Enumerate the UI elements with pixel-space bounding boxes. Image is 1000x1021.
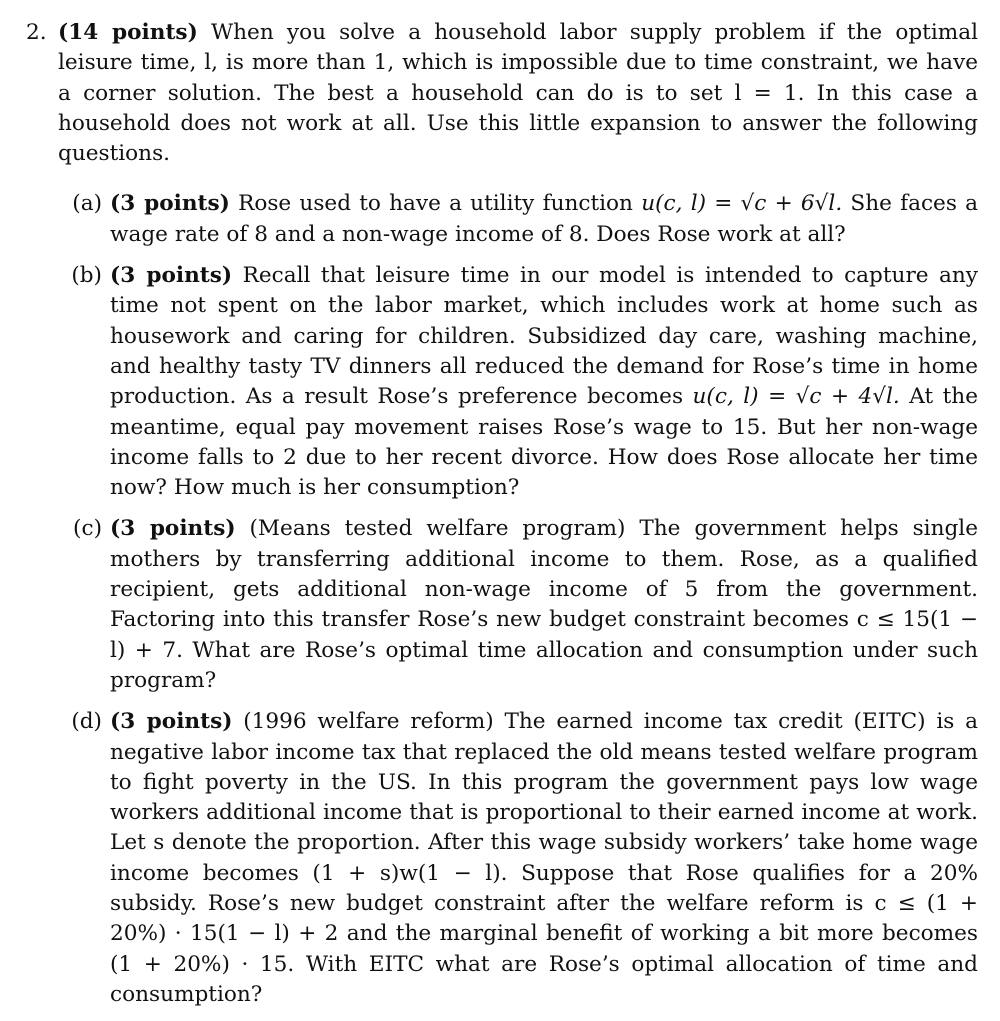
part-d bbox=[58, 707, 978, 1010]
part-b-text bbox=[110, 261, 978, 503]
part-b-text-before-math: Recall that leisure time in our model is intended to capture any time not spent on the labor market, which includes work at home such as housework and caring for children. Subsidized day care, washing machine, and healthy tasty TV dinners all reduced the demand for Rose’s time in home production. As a result Rose’s preference becomes bbox=[110, 263, 979, 410]
part-c-label: (c) bbox=[73, 516, 102, 542]
question-parts bbox=[58, 189, 978, 1010]
part-b-utility-function: u(c, l) = √c + 4√l. bbox=[692, 384, 900, 410]
part-b-points: (3 points) bbox=[110, 263, 233, 289]
part-d-body: (1996 welfare reform) The earned income tax credit (EITC) is a negative labor income tax that replaced the old means tested welfare program to fight poverty in the US. In this program the government pays low wage workers additional income that is proportional to their earned income at work. Let s denote the proportion. After this wage subsidy workers’ take home wage income becomes (1 + s)w(1 − l). Suppose that Rose qualifies for a 20% subsidy. Rose’s new budget constraint after the welfare reform is c ≤ (1 + 20%) · 15(1 − l) + 2 and the marginal benefit of working a bit more becomes (1 + 20%) · 15. With EITC what are Rose’s optimal allocation of time and consumption? bbox=[110, 709, 978, 1007]
part-a-points: (3 points) bbox=[110, 191, 230, 217]
part-a-label: (a) bbox=[72, 191, 102, 217]
part-b-text-after-math: At the meantime, equal pay movement raises Rose’s wage to 15. But her non-wage income falls to 2 due to her recent divorce. How does Rose allocate her time now? How much is her consumption? bbox=[110, 384, 978, 501]
part-a-text-after-math: She faces a wage rate of 8 and a non-wage income of 8. Does Rose work at all? bbox=[110, 191, 979, 247]
part-a-text-before-math: Rose used to have a utility function bbox=[238, 191, 633, 217]
problem-intro bbox=[58, 18, 978, 169]
problem-number: 2. bbox=[26, 20, 47, 45]
part-c bbox=[58, 514, 978, 696]
part-b-label: (b) bbox=[71, 263, 102, 289]
problem-2 bbox=[26, 18, 978, 1021]
part-c-points: (3 points) bbox=[110, 516, 236, 542]
problem-intro-text: When you solve a household labor supply problem if the optimal leisure time, l, is more than 1, which is impossible due to time constraint, we have a corner solution. The best a household can do is to set l = 1. In this case a household does not work at all. Use this little expansion to answer the following questions. bbox=[58, 20, 978, 167]
problem-points: (14 points) bbox=[58, 20, 198, 45]
problem-body bbox=[58, 18, 978, 1021]
part-a bbox=[58, 189, 978, 250]
part-d-text bbox=[110, 707, 978, 1010]
part-c-body: (Means tested welfare program) The government helps single mothers by transferring additional income to them. Rose, as a qualified recipient, gets additional non-wage income of 5 from the government. Factoring into this transfer Rose’s new budget constraint becomes c ≤ 15(1 − l) + 7. What are Rose’s optimal time allocation and consumption under such program? bbox=[110, 516, 978, 693]
part-a-text bbox=[110, 189, 978, 250]
part-d-points: (3 points) bbox=[110, 709, 233, 735]
part-b bbox=[58, 261, 978, 503]
part-a-utility-function: u(c, l) = √c + 6√l. bbox=[641, 191, 843, 217]
part-d-label: (d) bbox=[71, 709, 102, 735]
part-c-text bbox=[110, 514, 978, 696]
